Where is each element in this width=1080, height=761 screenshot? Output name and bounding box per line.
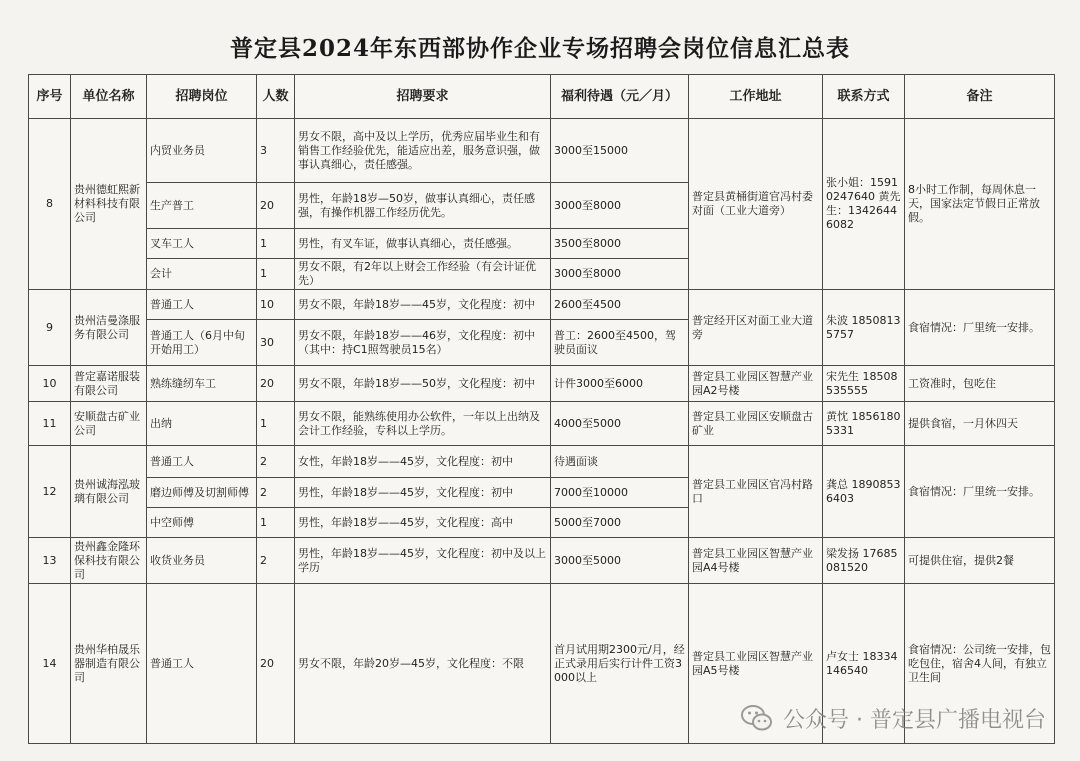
remarks-cell: 工资准时，包吃住 (905, 366, 1055, 402)
company-cell: 贵州洁曼涤服务有限公司 (71, 290, 147, 366)
table-row (29, 538, 1055, 584)
header-salary: 福利待遇（元／月） (551, 75, 689, 119)
position-cell: 普通工人 (147, 446, 257, 478)
requirement-cell: 男女不限，年龄18岁——46岁，文化程度：初中（其中：持C1照驾驶员15名） (295, 320, 551, 366)
requirement-cell: 男性，年龄18岁——45岁，文化程度：初中及以上学历 (295, 538, 551, 584)
requirement-cell: 男女不限，能熟练使用办公软件，一年以上出纳及会计工作经验，专科以上学历。 (295, 402, 551, 446)
salary-cell: 普工：2600至4500，驾驶员面议 (551, 320, 689, 366)
seq-cell: 9 (29, 290, 71, 366)
remarks-cell: 8小时工作制，每周休息一天，国家法定节假日正常放假。 (905, 119, 1055, 290)
count-cell: 2 (257, 446, 295, 478)
salary-cell: 3000至15000 (551, 119, 689, 183)
company-cell: 贵州鑫金隆环保科技有限公司 (71, 538, 147, 584)
requirement-cell: 男性，年龄18岁——45岁，文化程度：高中 (295, 508, 551, 538)
contact-cell: 梁发扬 17685081520 (823, 538, 905, 584)
address-cell: 普定县黄桶街道官冯村委对面（工业大道旁） (689, 119, 823, 290)
contact-cell: 黄忱 18561805331 (823, 402, 905, 446)
remarks-cell: 食宿情况：厂里统一安排。 (905, 290, 1055, 366)
contact-cell: 宋先生 18508535555 (823, 366, 905, 402)
count-cell: 1 (257, 508, 295, 538)
count-cell: 2 (257, 478, 295, 508)
table-row (29, 290, 1055, 320)
header-company: 单位名称 (71, 75, 147, 119)
address-cell: 普定县工业园区官冯村路口 (689, 446, 823, 538)
page-title: 普定县2024年东西部协作企业专场招聘会岗位信息汇总表 (229, 35, 850, 62)
address-cell: 普定县工业园区智慧产业园A5号楼 (689, 584, 823, 744)
company-cell: 贵州德虹熙新材料科技有限公司 (71, 119, 147, 290)
salary-cell: 3000至5000 (551, 538, 689, 584)
seq-cell: 12 (29, 446, 71, 538)
remarks-cell: 食宿情况：厂里统一安排。 (905, 446, 1055, 538)
contact-cell: 朱波 18508135757 (823, 290, 905, 366)
position-cell: 收货业务员 (147, 538, 257, 584)
seq-cell: 8 (29, 119, 71, 290)
contact-cell: 卢女士 18334146540 (823, 584, 905, 744)
position-cell: 生产普工 (147, 183, 257, 229)
salary-cell: 计件3000至6000 (551, 366, 689, 402)
count-cell: 1 (257, 402, 295, 446)
table-row (29, 446, 1055, 478)
requirement-cell: 男女不限，年龄20岁—45岁，文化程度：不限 (295, 584, 551, 744)
remarks-cell: 提供食宿，一月休四天 (905, 402, 1055, 446)
address-cell: 普定县工业园区安顺盘古矿业 (689, 402, 823, 446)
seq-cell: 10 (29, 366, 71, 402)
contact-cell: 龚总 18908536403 (823, 446, 905, 538)
count-cell: 20 (257, 584, 295, 744)
count-cell: 10 (257, 290, 295, 320)
company-cell: 贵州诚海泓玻璃有限公司 (71, 446, 147, 538)
salary-cell: 3000至8000 (551, 183, 689, 229)
position-cell: 磨边师傅及切割师傅 (147, 478, 257, 508)
seq-cell: 13 (29, 538, 71, 584)
count-cell: 1 (257, 229, 295, 259)
requirement-cell: 男女不限，年龄18岁——50岁，文化程度：初中 (295, 366, 551, 402)
header-row (29, 75, 1055, 119)
header-position: 招聘岗位 (147, 75, 257, 119)
seq-cell: 14 (29, 584, 71, 744)
salary-cell: 3000至8000 (551, 259, 689, 290)
count-cell: 30 (257, 320, 295, 366)
address-cell: 普定县工业园区智慧产业园A4号楼 (689, 538, 823, 584)
requirement-cell: 男女不限，年龄18岁——45岁，文化程度：初中 (295, 290, 551, 320)
position-cell: 普通工人 (147, 584, 257, 744)
requirement-cell: 男女不限，有2年以上财会工作经验（有会计证优先） (295, 259, 551, 290)
seq-cell: 11 (29, 402, 71, 446)
header-contact: 联系方式 (823, 75, 905, 119)
wechat-icon (739, 700, 775, 736)
position-cell: 普通工人 (147, 290, 257, 320)
salary-cell: 2600至4500 (551, 290, 689, 320)
position-cell: 出纳 (147, 402, 257, 446)
table-row (29, 119, 1055, 183)
address-cell: 普定县工业园区智慧产业园A2号楼 (689, 366, 823, 402)
position-cell: 中空师傅 (147, 508, 257, 538)
header-seq: 序号 (29, 75, 71, 119)
count-cell: 3 (257, 119, 295, 183)
position-cell: 会计 (147, 259, 257, 290)
company-cell: 普定嘉诺服装有限公司 (71, 366, 147, 402)
count-cell: 20 (257, 366, 295, 402)
position-cell: 熟练缝纫车工 (147, 366, 257, 402)
requirement-cell: 女性，年龄18岁——45岁，文化程度：初中 (295, 446, 551, 478)
company-cell: 安顺盘古矿业公司 (71, 402, 147, 446)
remarks-cell: 可提供住宿，提供2餐 (905, 538, 1055, 584)
position-cell: 普通工人（6月中旬开始用工） (147, 320, 257, 366)
salary-cell: 3500至8000 (551, 229, 689, 259)
header-remarks: 备注 (905, 75, 1055, 119)
header-count: 人数 (257, 75, 295, 119)
company-cell: 贵州华柏晟乐器制造有限公司 (71, 584, 147, 744)
contact-cell: 张小姐：15910247640 黄先生：13426446082 (823, 119, 905, 290)
salary-cell: 首月试用期2300元/月，经正式录用后实行计件工资3000以上 (551, 584, 689, 744)
remarks-cell: 食宿情况：公司统一安排，包吃包住，宿舍4人间，有独立卫生间 (905, 584, 1055, 744)
position-cell: 内贸业务员 (147, 119, 257, 183)
count-cell: 1 (257, 259, 295, 290)
header-address: 工作地址 (689, 75, 823, 119)
salary-cell: 4000至5000 (551, 402, 689, 446)
watermark-text: 公众号 · 普定县广播电视台 (783, 707, 1046, 733)
requirement-cell: 男性，年龄18岁——45岁，文化程度：初中 (295, 478, 551, 508)
count-cell: 20 (257, 183, 295, 229)
requirement-cell: 男性，有叉车证，做事认真细心，责任感强。 (295, 229, 551, 259)
table-row (29, 366, 1055, 402)
recruitment-table (28, 74, 1055, 744)
requirement-cell: 男性，年龄18岁—50岁，做事认真细心，责任感强，有操作机器工作经历优先。 (295, 183, 551, 229)
header-requirements: 招聘要求 (295, 75, 551, 119)
count-cell: 2 (257, 538, 295, 584)
watermark (739, 700, 1046, 736)
table-row (29, 402, 1055, 446)
position-cell: 叉车工人 (147, 229, 257, 259)
requirement-cell: 男女不限，高中及以上学历，优秀应届毕业生和有销售工作经验优先，能适应出差，服务意识强，做事认真细心，责任感强。 (295, 119, 551, 183)
salary-cell: 5000至7000 (551, 508, 689, 538)
address-cell: 普定经开区对面工业大道旁 (689, 290, 823, 366)
salary-cell: 待遇面谈 (551, 446, 689, 478)
salary-cell: 7000至10000 (551, 478, 689, 508)
